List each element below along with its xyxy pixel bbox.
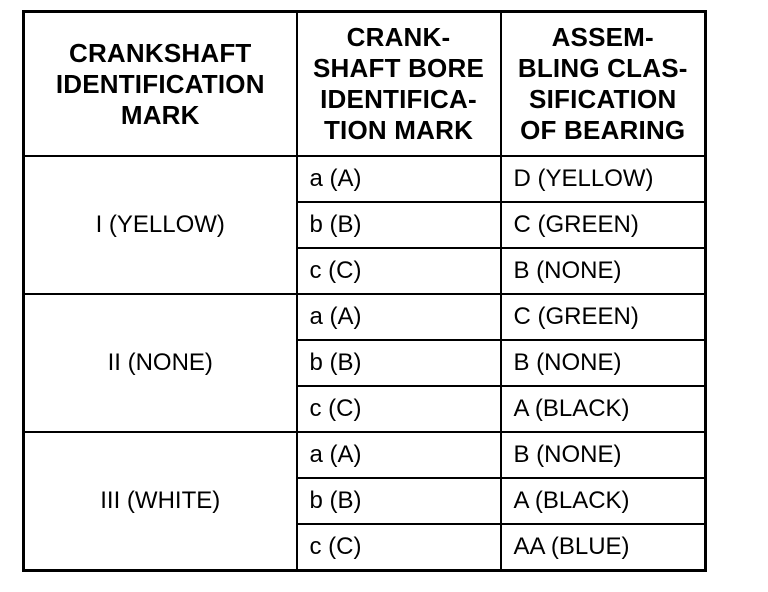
bore-mark-cell: c (C) xyxy=(297,386,501,432)
bearing-class-cell: B (NONE) xyxy=(501,340,706,386)
bearing-class-cell: D (YELLOW) xyxy=(501,156,706,202)
header-text-line: MARK xyxy=(120,99,200,130)
header-row xyxy=(24,12,706,157)
bore-mark-cell: a (A) xyxy=(297,294,501,340)
bearing-class-cell: C (GREEN) xyxy=(501,294,706,340)
header-crankshaft-bore-identification-mark xyxy=(297,12,501,157)
header-assembling-classification-of-bearing xyxy=(501,12,706,157)
bore-mark-cell: c (C) xyxy=(297,524,501,571)
bearing-class-cell: AA (BLUE) xyxy=(501,524,706,571)
header-text-line: ASSEM- xyxy=(551,22,654,52)
bearing-class-cell: B (NONE) xyxy=(501,432,706,478)
crankshaft-mark-cell: II (NONE) xyxy=(24,294,297,432)
table-body xyxy=(24,156,706,571)
bore-mark-cell: b (B) xyxy=(297,202,501,248)
table-row xyxy=(24,294,706,340)
crankshaft-mark-cell: III (WHITE) xyxy=(24,432,297,571)
table-row xyxy=(24,156,706,202)
header-text-line: IDENTIFICATION xyxy=(55,68,265,99)
header-text-line: TION MARK xyxy=(323,115,474,145)
bore-mark-cell: c (C) xyxy=(297,248,501,294)
bearing-class-cell: B (NONE) xyxy=(501,248,706,294)
header-text-line: CRANKSHAFT xyxy=(68,37,252,68)
table-header xyxy=(24,12,706,157)
header-crankshaft-identification-mark xyxy=(24,12,297,157)
bearing-class-cell: C (GREEN) xyxy=(501,202,706,248)
crankshaft-mark-cell: I (YELLOW) xyxy=(24,156,297,294)
bore-mark-cell: b (B) xyxy=(297,340,501,386)
header-text-line: OF BEARING xyxy=(520,115,686,145)
bore-mark-cell: a (A) xyxy=(297,432,501,478)
bearing-class-cell: A (BLACK) xyxy=(501,386,706,432)
header-text-line: BLING CLAS- xyxy=(517,53,688,83)
bore-mark-cell: a (A) xyxy=(297,156,501,202)
bearing-class-cell: A (BLACK) xyxy=(501,478,706,524)
header-text-line: CRANK- xyxy=(346,22,451,52)
bore-mark-cell: b (B) xyxy=(297,478,501,524)
header-text-line: SIFICATION xyxy=(529,84,677,114)
header-text-line: SHAFT BORE xyxy=(313,53,484,83)
table-row xyxy=(24,432,706,478)
header-text-line: IDENTIFICA- xyxy=(320,84,477,114)
bearing-selection-table xyxy=(22,10,707,572)
